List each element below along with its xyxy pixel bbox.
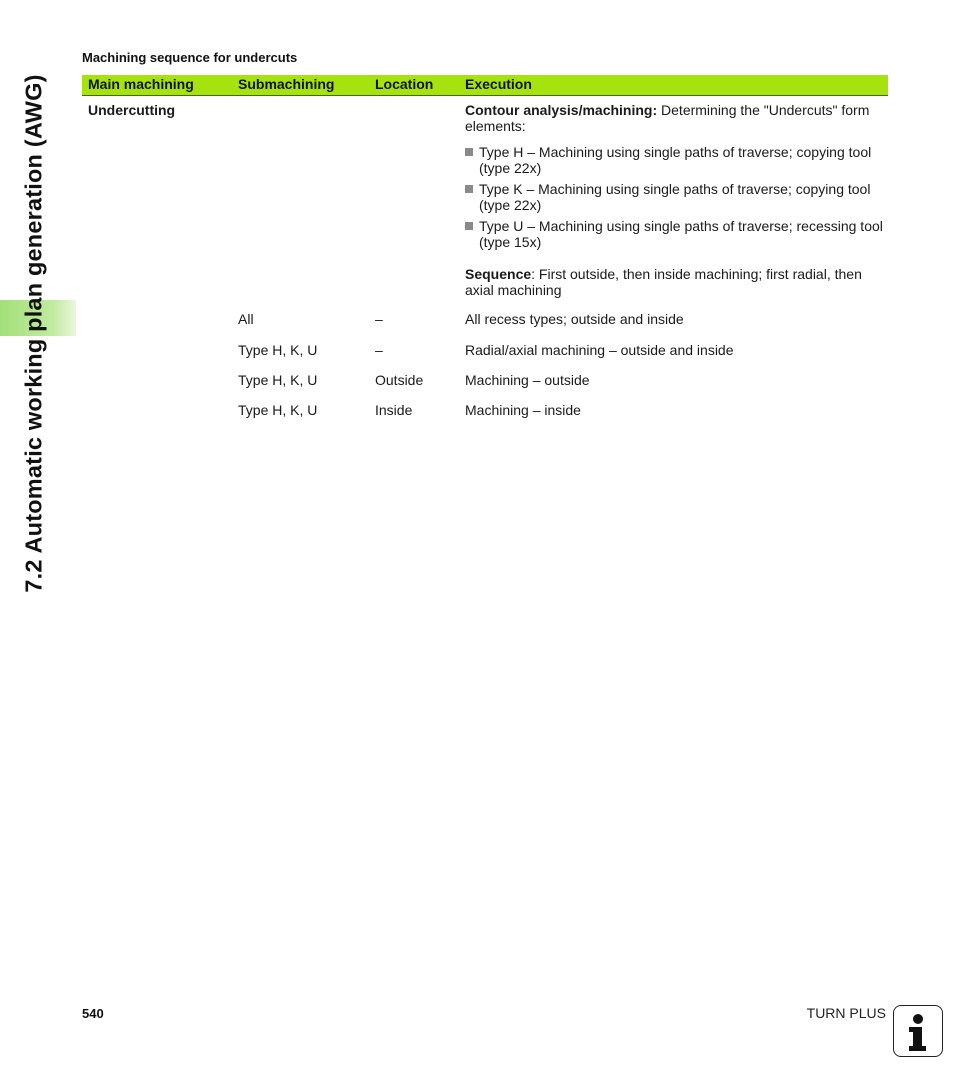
product-name: TURN PLUS [806,1005,886,1021]
header-main-machining: Main machining [88,76,194,92]
sequence-text: : First outside, then inside machining; first radial, then axial machining [465,266,862,298]
table-header [82,75,888,96]
execution-cell: Machining – inside [465,402,581,418]
page-number: 540 [82,1006,104,1021]
chapter-title-text: 7.2 Automatic working plan generation (AWG) [20,73,47,593]
list-item [465,144,883,176]
table-row-undercutting [82,96,888,301]
submachining-cell: Type H, K, U [238,342,318,358]
machining-sequence-table [82,75,888,421]
header-submachining: Submachining [238,76,335,92]
contour-analysis-paragraph [465,102,883,134]
bullet-text: Type U – Machining using single paths of traverse; recessing tool (type 15x) [479,218,883,250]
section-title: Machining sequence for undercuts [82,50,298,65]
sequence-paragraph [465,266,883,298]
table-row [82,361,888,391]
sequence-bold: Sequence [465,266,532,282]
list-item [465,181,883,213]
square-bullet-icon [465,185,473,193]
list-item [465,218,883,250]
execution-cell: All recess types; outside and inside [465,311,684,327]
location-cell: Outside [375,372,424,388]
square-bullet-icon [465,222,473,230]
table-row [82,301,888,331]
header-execution: Execution [465,76,532,92]
submachining-cell: Type H, K, U [238,372,318,388]
chapter-side-title [2,48,66,618]
execution-cell: Radial/axial machining – outside and inside [465,342,734,358]
info-icon [893,1005,943,1057]
location-cell: Inside [375,402,413,418]
intro-bold: Contour analysis/machining: [465,102,658,118]
location-cell: – [375,311,383,327]
info-icon-graphic [894,1006,942,1056]
submachining-cell: Type H, K, U [238,402,318,418]
table-row [82,331,888,361]
main-machining-cell: Undercutting [88,102,176,118]
square-bullet-icon [465,148,473,156]
table-row [82,391,888,421]
location-cell: – [375,342,383,358]
execution-cell [465,102,883,308]
submachining-cell: All [238,311,254,327]
header-location: Location [375,76,434,92]
intro-text: Determining the "Undercuts" form elements: [465,102,870,134]
bullet-text: Type K – Machining using single paths of traverse; copying tool (type 22x) [479,181,871,213]
execution-cell: Machining – outside [465,372,590,388]
bullet-text: Type H – Machining using single paths of traverse; copying tool (type 22x) [479,144,872,176]
